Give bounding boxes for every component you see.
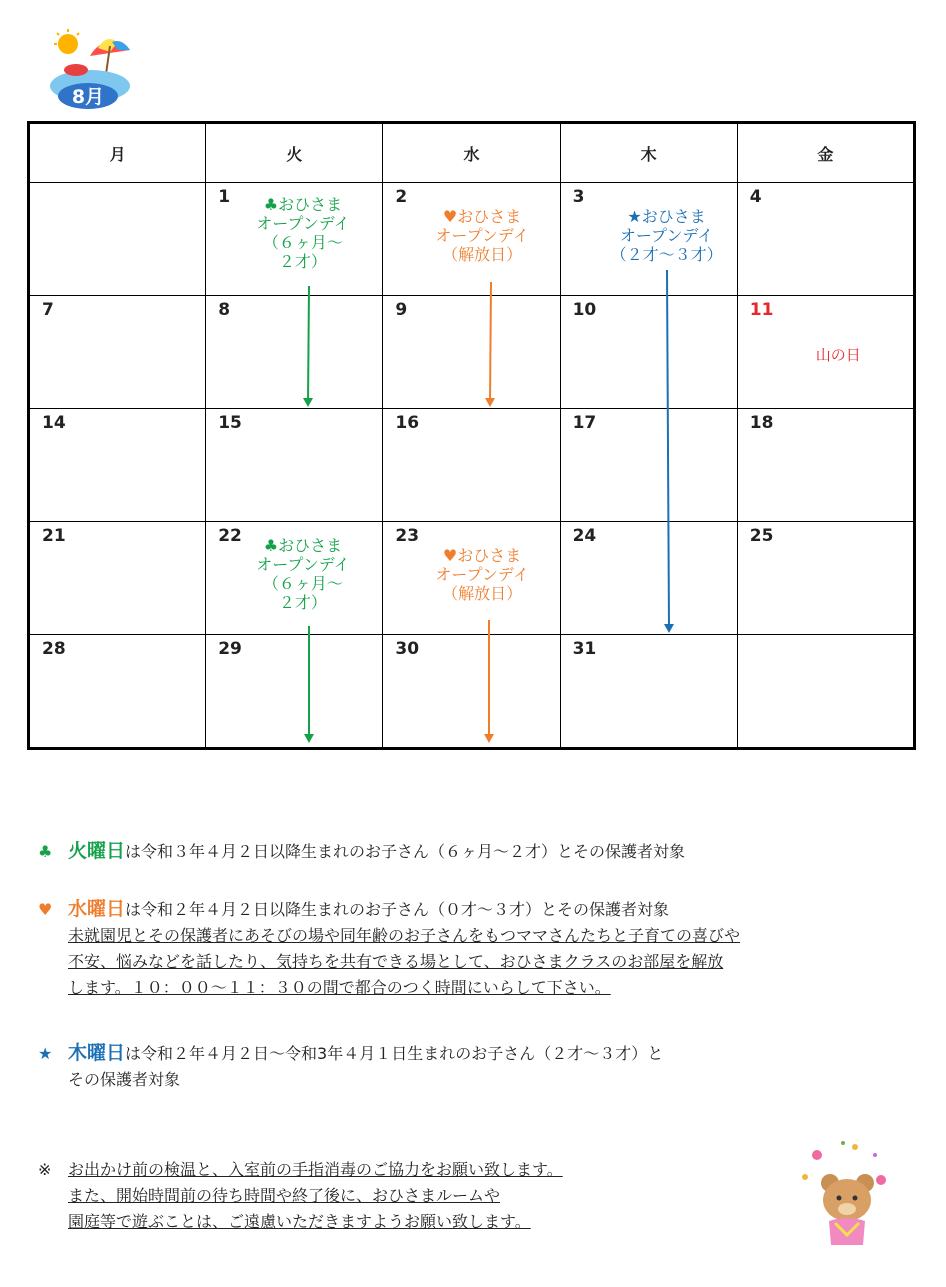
day-cell [737,296,914,409]
reference-mark-icon: ※ [38,1160,52,1179]
sun-icon [58,34,78,54]
bear-icon [795,1135,900,1250]
day-cell [383,522,560,635]
day-cell [560,183,737,296]
day-number: 3 [572,187,585,207]
day-number: 21 [42,526,66,546]
thursday-note: ★ 木曜日は令和２年４月２日～令和3年４月１日生まれのお子さん（２才～３才）と その保護者対象 [38,1042,664,1089]
day-cell [560,635,737,749]
day-number: 17 [572,413,597,433]
weekday-mon: 月 [29,123,206,183]
day-cell [29,409,206,522]
day-cell [206,409,383,522]
week-row-4 [29,522,915,635]
star-icon: ★ [38,1044,53,1063]
day-number: 28 [42,639,66,659]
day-number: 1 [218,187,231,207]
day-cell [560,522,737,635]
day-cell [206,635,383,749]
day-number: 24 [572,526,597,546]
weekday-tue: 火 [206,123,383,183]
day-cell [29,183,206,296]
holiday-name: 山の日 [815,346,861,364]
day-cell [560,409,737,522]
day-number: 15 [218,413,242,433]
august-beach-logo [46,28,134,110]
week-row-1 [29,183,915,296]
caution-note: ※ お出かけ前の検温と、入室前の手指消毒のご協力をお願い致します。 また、開始時間前の待ち時間や終了後に、おひさまルームや 園庭等で遊ぶことは、ご遠慮いただきますようお願い致します。 [38,1157,563,1235]
day-cell [29,635,206,749]
day-number: 23 [395,526,420,546]
day-cell [206,522,383,635]
day-cell [29,296,206,409]
day-cell [206,296,383,409]
day-number: 30 [395,639,420,659]
day-number: 31 [572,639,597,659]
wednesday-event: ♥おひさま オープンデイ （解放日） [435,546,529,603]
day-number: 29 [218,639,242,659]
holiday-day-number: 11 [749,300,774,320]
day-cell [737,409,914,522]
day-cell [383,183,560,296]
week-row-2 [29,296,915,409]
tuesday-note: ♣ 火曜日は令和３年４月２日以降生まれのお子さん（６ヶ月～２才）とその保護者対象 [38,838,685,865]
day-number: 25 [749,526,774,546]
day-number: 9 [395,300,408,320]
day-number: 7 [42,300,54,320]
tuesday-event: ♣おひさま オープンデイ （６ヶ月～ ２才） [256,536,350,612]
week-row-5 [29,635,915,749]
heart-icon: ♥ [38,900,53,919]
day-cell [560,296,737,409]
day-number: 8 [218,300,231,320]
weekday-fri: 金 [737,123,914,183]
day-number: 4 [749,187,762,207]
day-number: 18 [749,413,774,433]
day-number: 16 [395,413,420,433]
weekday-header-row [29,123,915,183]
tuesday-event: ♣おひさま オープンデイ （６ヶ月～ ２才） [256,195,350,271]
thursday-event: ★おひさま オープンデイ （２才～３才） [610,207,723,264]
day-cell [737,635,914,749]
weekday-thu: 木 [560,123,737,183]
day-number: 22 [218,526,242,546]
day-number: 14 [42,413,66,433]
clover-icon: ♣ [38,842,53,861]
wednesday-event: ♥おひさま オープンデイ （解放日） [435,207,529,264]
day-cell [737,183,914,296]
day-cell [206,183,383,296]
day-cell [383,296,560,409]
wednesday-note: ♥ 水曜日は令和２年４月２日以降生まれのお子さん（０才～３才）とその保護者対象 未就園児とその保護者にあそびの場や同年齢のお子さんをもつママさんたちと子育ての喜びや 不安、悩みなどを話したり、気持ちを共有できる場として、おひさまクラスのお部屋を解放 します。１０：００～１１：３０の間で都合のつく時間にいらして下さい。 [38,898,741,997]
day-cell [383,409,560,522]
month-badge: 8月 [71,86,105,108]
day-number: 2 [395,187,408,207]
week-row-3 [29,409,915,522]
day-cell [383,635,560,749]
day-number: 10 [572,300,597,320]
weekday-wed: 水 [383,123,560,183]
day-cell [737,522,914,635]
calendar-table [27,121,916,750]
day-cell [29,522,206,635]
